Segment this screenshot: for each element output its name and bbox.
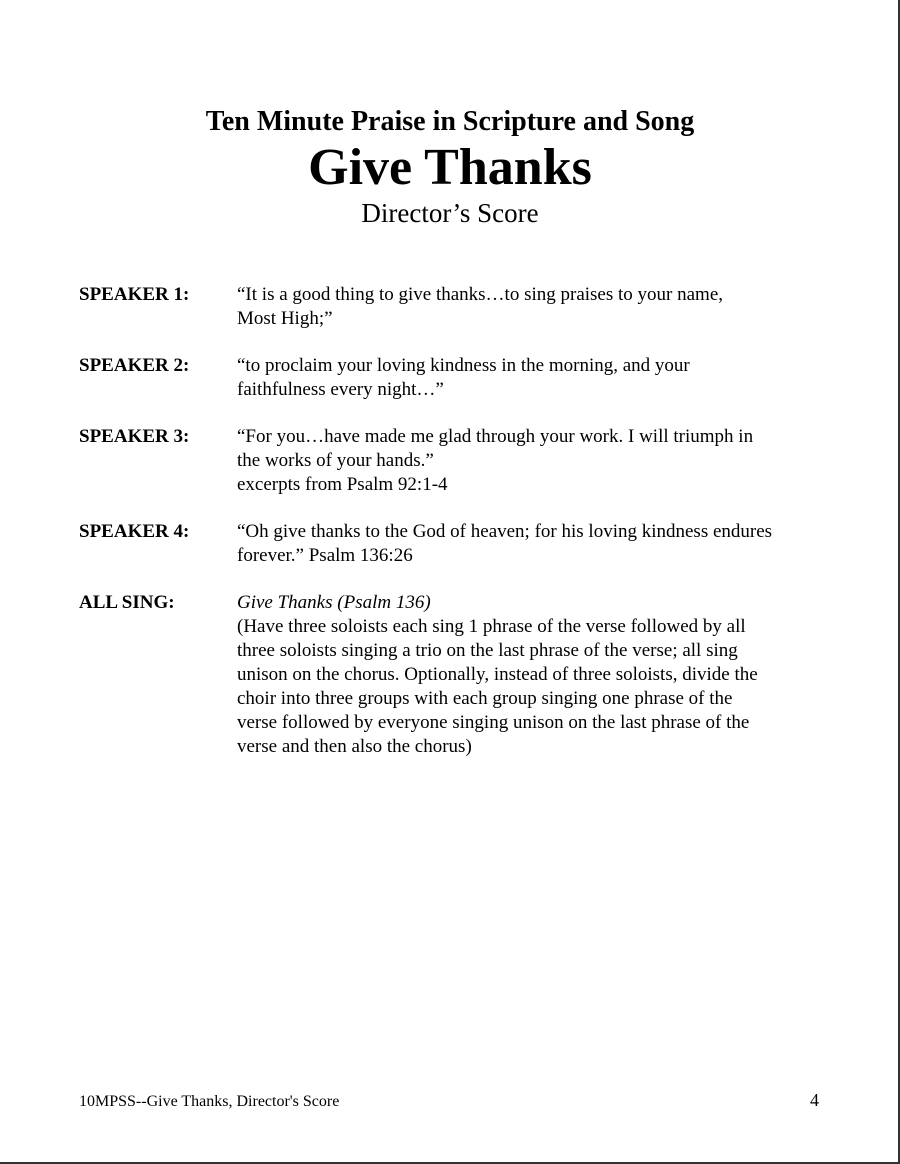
entry-body [237, 425, 839, 497]
subtitle: Director’s Score [361, 198, 539, 228]
entry-speaker-2 [79, 354, 839, 402]
entry-line: the works of your hands.” [237, 450, 434, 471]
entry-label: SPEAKER 1: [79, 284, 190, 305]
instruction-line: (Have three soloists each sing 1 phrase of the verse followed by all [237, 616, 746, 637]
entry-line: faithfulness every night…” [237, 379, 444, 400]
entry-line: “It is a good thing to give thanks…to sing praises to your name, [237, 284, 724, 305]
entry-line: “For you…have made me glad through your work. I will triumph in [237, 426, 754, 447]
entry-body [237, 354, 839, 402]
instruction-line: verse and then also the chorus) [237, 736, 472, 757]
instruction-line: verse followed by everyone singing unison on the last phrase of the [237, 712, 750, 733]
footer-text: 10MPSS--Give Thanks, Director's Score [79, 1093, 340, 1110]
entry-line: forever.” Psalm 136:26 [237, 545, 413, 566]
entry-line: “Oh give thanks to the God of heaven; for his loving kindness endures [237, 521, 773, 542]
entry-speaker-4 [79, 520, 839, 568]
entry-label: SPEAKER 4: [79, 521, 190, 542]
footer [79, 1090, 819, 1111]
entry-speaker-1 [79, 283, 839, 331]
instruction-line: three soloists singing a trio on the last phrase of the verse; all sing [237, 640, 738, 661]
song-title: Give Thanks (Psalm 136) [237, 592, 431, 613]
entry-body [237, 520, 839, 568]
page-title: Give Thanks [308, 139, 592, 196]
header [0, 104, 900, 230]
series-title: Ten Minute Praise in Scripture and Song [205, 106, 695, 137]
instruction-line: choir into three groups with each group singing one phrase of the [237, 688, 733, 709]
entry-all-sing [79, 591, 839, 759]
entry-label: ALL SING: [79, 592, 175, 613]
entry-body [237, 591, 839, 759]
entry-label: SPEAKER 2: [79, 355, 190, 376]
entry-citation: excerpts from Psalm 92:1-4 [237, 474, 448, 495]
entry-line: “to proclaim your loving kindness in the morning, and your [237, 355, 690, 376]
entry-label: SPEAKER 3: [79, 426, 190, 447]
entry-speaker-3 [79, 425, 839, 497]
script-entries [79, 283, 839, 782]
page-number: 4 [810, 1090, 819, 1110]
entry-body [237, 283, 839, 331]
instruction-line: unison on the chorus. Optionally, instead of three soloists, divide the [237, 664, 758, 685]
entry-line: Most High;” [237, 308, 333, 329]
